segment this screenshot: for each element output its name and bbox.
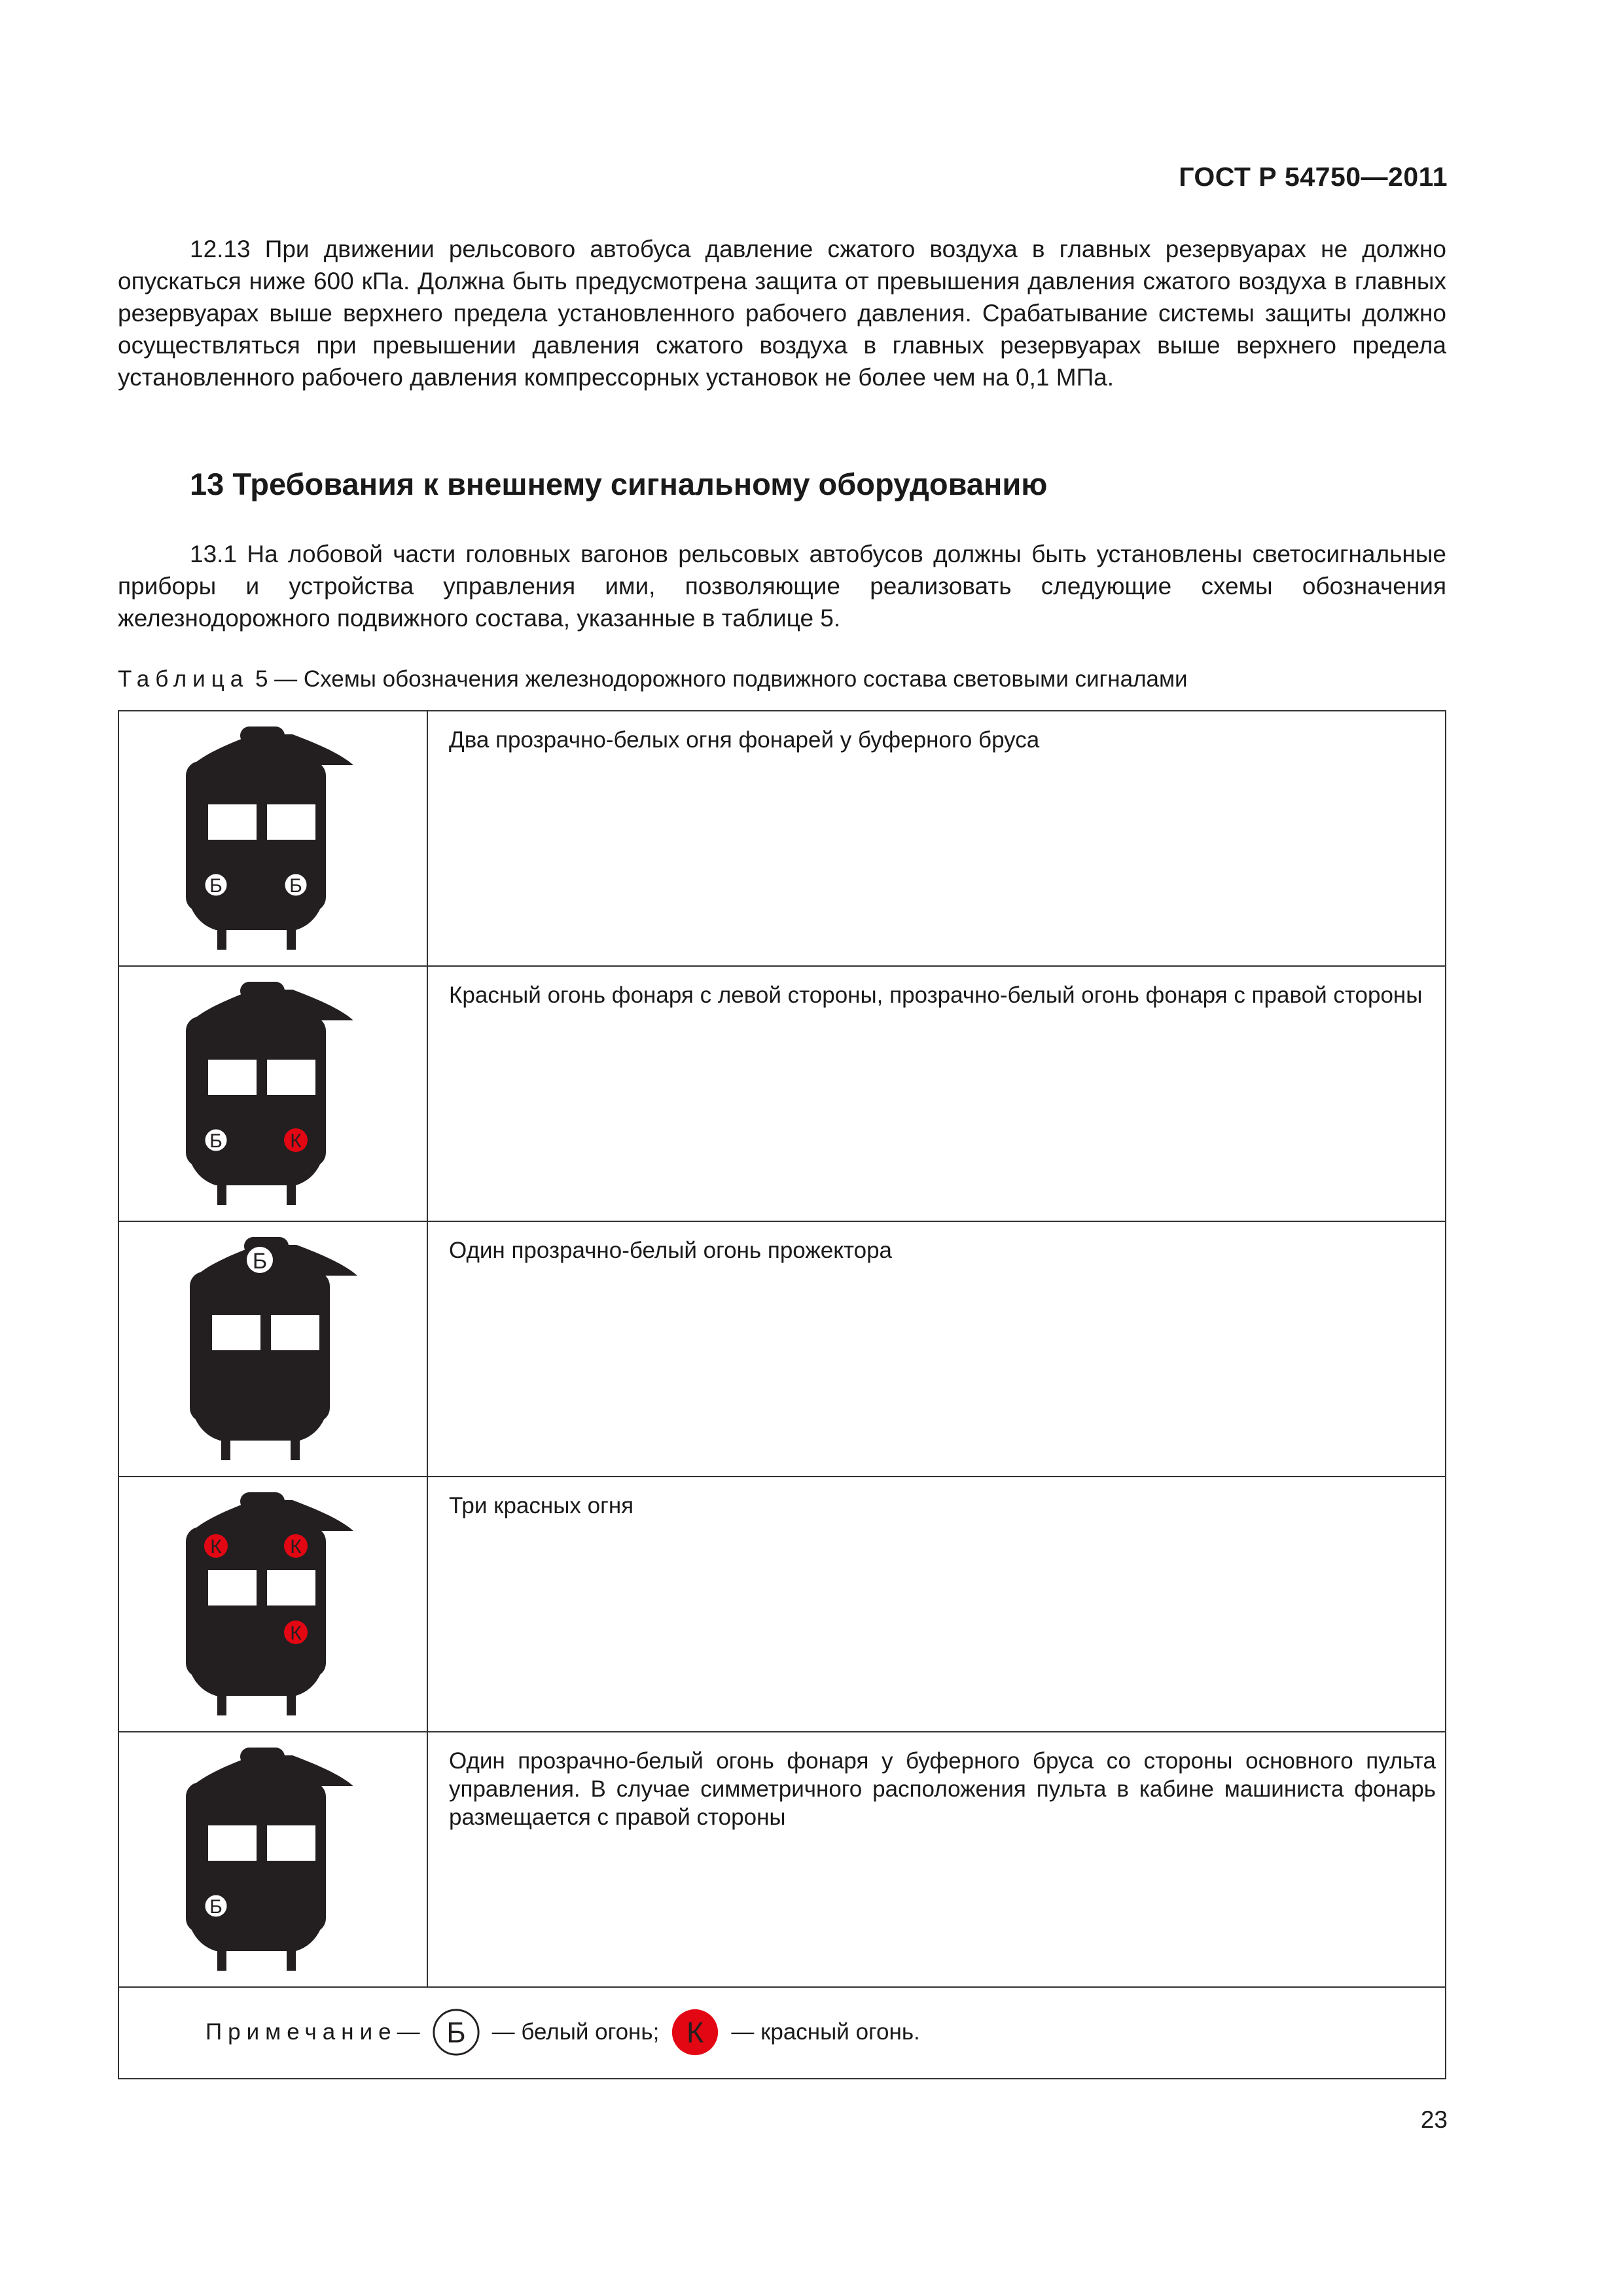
signal-description: Два прозрачно-белых огня фонарей у буферного бруса (427, 711, 1446, 966)
svg-text:Б: Б (289, 875, 302, 897)
note-white-text: — белый огонь; (491, 2019, 660, 2045)
signal-image-cell (118, 711, 427, 966)
red-light-legend-icon (669, 2007, 721, 2058)
note-label: Примечание (205, 2019, 397, 2045)
white-light-left (204, 873, 228, 897)
signal-description: Один прозрачно-белый огонь фонаря у буферного бруса со стороны основного пульта управления. В случае симметричного расположения пульта в кабине машиниста фонарь размещается с правой стороны (427, 1732, 1446, 1987)
svg-text:Б: Б (252, 1249, 268, 1274)
svg-text:Б: Б (209, 1896, 223, 1918)
white-light-left (204, 1128, 228, 1152)
table-row (118, 966, 1446, 1221)
table-caption-text: 5 — Схемы обозначения железнодорожного подвижного состава световыми сигналами (255, 666, 1188, 692)
signal-image-cell (118, 1477, 427, 1732)
signal-description: Красный огонь фонаря с левой стороны, прозрачно-белый огонь фонаря с правой стороны (427, 966, 1446, 1221)
note-dash: — (397, 2019, 420, 2045)
table-caption-label: Таблица (118, 666, 249, 692)
signal-image-cell (118, 1221, 427, 1477)
table-note-row (118, 1987, 1446, 2079)
svg-text:К: К (687, 2015, 704, 2049)
table-row (118, 1477, 1446, 1732)
svg-text:Б: Б (446, 2015, 466, 2049)
svg-text:К: К (290, 1130, 302, 1152)
table-row (118, 1221, 1446, 1477)
section-13-title: 13 Требования к внешнему сигнальному оборудованию (190, 467, 1048, 501)
signal-image-cell (118, 1732, 427, 1987)
train-front-three-red-icon (119, 1477, 427, 1730)
train-front-two-white-icon (119, 711, 427, 964)
svg-text:Б: Б (209, 1130, 223, 1152)
signal-image-cell (118, 966, 427, 1221)
white-light-left (204, 1894, 228, 1918)
document-standard-number: ГОСТ Р 54750—2011 (1179, 162, 1448, 192)
red-light-bottom-right (284, 1621, 308, 1644)
svg-text:К: К (290, 1623, 302, 1644)
white-light-right (284, 873, 308, 897)
paragraph-12-13: 12.13 При движении рельсового автобуса давление сжатого воздуха в главных резервуарах не должно опускаться ниже 600 кПа. Должна быть предусмотрена защита от превышения давления сжатого воздуха в главных резервуарах выше верхнего предела установленного рабочего давления. Срабатывание системы защиты должно осуществляться при превышении давления сжатого воздуха в главных резервуарах выше верхнего предела установленного рабочего давления компрессорных установок не более чем на 0,1 МПа. (118, 236, 1446, 391)
paragraph-13-1: 13.1 На лобовой части головных вагонов рельсовых автобусов должны быть установлены светосигнальные приборы и устройства управления ими, позволяющие реализовать следующие схемы обозначения железнодорожного подвижного состава, указанные в таблице 5. (118, 541, 1446, 632)
table-row (118, 711, 1446, 966)
red-light-right (284, 1128, 308, 1152)
signal-description: Один прозрачно-белый огонь прожектора (427, 1221, 1446, 1477)
red-light-top-left (204, 1534, 228, 1558)
svg-text:К: К (210, 1536, 222, 1558)
svg-text:Б: Б (209, 875, 223, 897)
white-light-legend-icon (431, 2007, 482, 2058)
table-note (119, 1988, 1445, 2077)
table-row (118, 1732, 1446, 1987)
page-number: 23 (1420, 2106, 1448, 2133)
white-headlight-top (245, 1246, 274, 1274)
red-light-top-right (284, 1534, 308, 1558)
signal-schemes-table (118, 710, 1446, 2079)
table-caption (118, 666, 1188, 692)
train-front-one-white-icon (119, 1732, 427, 1985)
note-red-text: — красный огонь. (731, 2019, 920, 2045)
train-front-headlight-icon (119, 1222, 427, 1475)
signal-description: Три красных огня (427, 1477, 1446, 1732)
table-note-cell (118, 1987, 1446, 2079)
train-front-white-red-icon (119, 967, 427, 1219)
svg-text:К: К (290, 1536, 302, 1558)
